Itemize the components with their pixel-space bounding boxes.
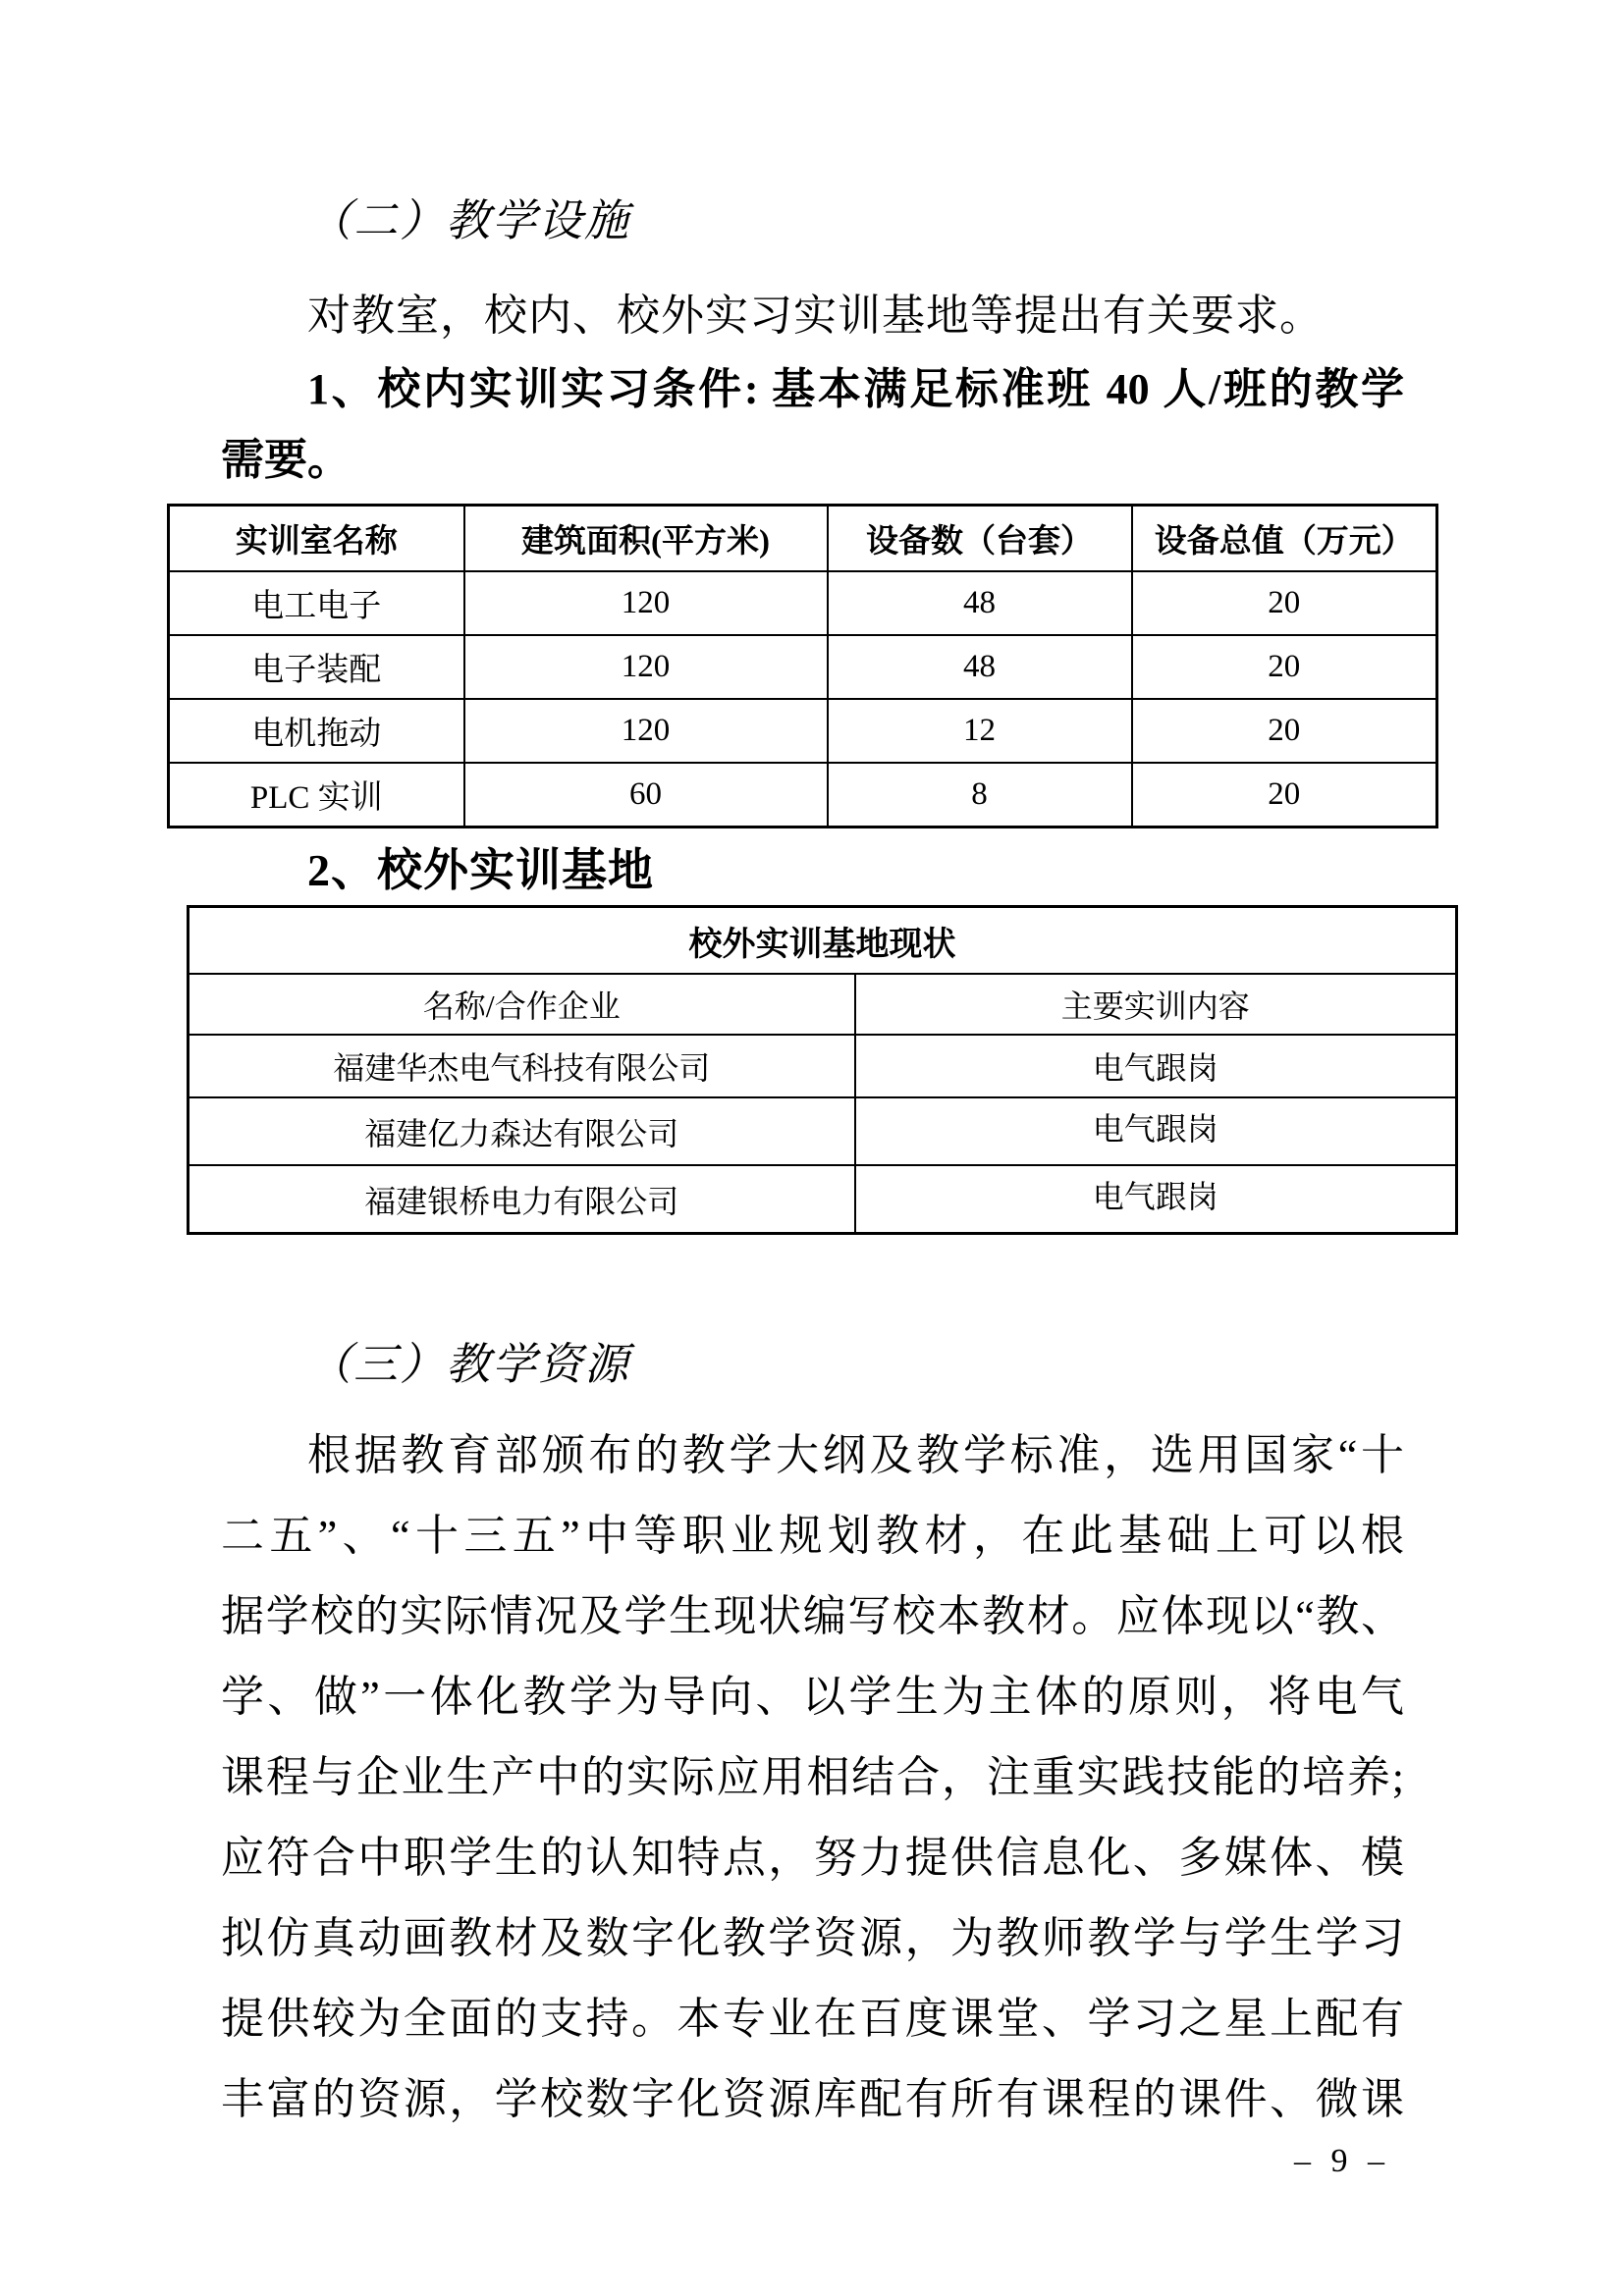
base-header-company: 名称/合作企业 (189, 974, 855, 1035)
base-cell-company: 福建银桥电力有限公司 (189, 1165, 855, 1234)
base-cell-company: 福建华杰电气科技有限公司 (189, 1035, 855, 1097)
facility-cell: 20 (1132, 699, 1437, 763)
base-cell-company: 福建亿力森达有限公司 (189, 1097, 855, 1165)
facility-cell: 电机拖动 (169, 699, 464, 763)
section3-paragraph (221, 1415, 1404, 2140)
facility-cell: 120 (464, 699, 828, 763)
section2-heading: （二）教学设施 (307, 196, 631, 245)
base-cell-content: 电气跟岗 (855, 1165, 1457, 1234)
base-table-row (189, 1097, 1457, 1165)
base-table-title: 校外实训基地现状 (189, 907, 1457, 975)
facility-cell: 电子装配 (169, 635, 464, 699)
paragraph-line: 应符合中职学生的认知特点，努力提供信息化、多媒体、模 (221, 1834, 1404, 1882)
item1-heading (221, 354, 1404, 496)
base-table-title-row (189, 907, 1457, 975)
facility-cell: 8 (828, 763, 1132, 828)
item1-heading-line2: 需要。 (221, 436, 351, 484)
facility-cell: 48 (828, 635, 1132, 699)
facility-cell: 120 (464, 635, 828, 699)
paragraph-line: 根据教育部颁布的教学大纲及教学标准，选用国家“十 (307, 1431, 1404, 1479)
facility-header-equip-value: 设备总值（万元） (1132, 506, 1437, 572)
section3-heading: （三）教学资源 (307, 1340, 631, 1389)
base-table-row (189, 1165, 1457, 1234)
facility-header-equip-count: 设备数（台套） (828, 506, 1132, 572)
base-table-header-row (189, 974, 1457, 1035)
page-number: – 9 – (1294, 2143, 1390, 2179)
section2-intro-paragraph: 对教室，校内、校外实习实训基地等提出有关要求。 (307, 292, 1324, 340)
facility-header-area: 建筑面积(平方米) (464, 506, 828, 572)
base-header-content: 主要实训内容 (855, 974, 1457, 1035)
paragraph-line: 据学校的实际情况及学生现状编写校本教材。应体现以“教、 (221, 1592, 1404, 1640)
paragraph-line: 二五”、“十三五”中等职业规划教材，在此基础上可以根 (221, 1512, 1404, 1560)
item1-heading-line1: 1、校内实训实习条件: 基本满足标准班 40 人/班的教学 (307, 365, 1404, 413)
external-base-table (187, 905, 1458, 1235)
facility-cell: 20 (1132, 635, 1437, 699)
item2-heading: 2、校外实训基地 (307, 845, 654, 895)
facility-cell: 48 (828, 571, 1132, 635)
facility-cell: 20 (1132, 571, 1437, 635)
facility-cell: 120 (464, 571, 828, 635)
facility-cell: 60 (464, 763, 828, 828)
base-cell-content: 电气跟岗 (855, 1097, 1457, 1165)
facility-cell: 20 (1132, 763, 1437, 828)
facility-table (167, 504, 1438, 828)
facility-table-row (169, 699, 1437, 763)
facility-table-row (169, 571, 1437, 635)
paragraph-line: 丰富的资源，学校数字化资源库配有所有课程的课件、微课 (221, 2075, 1404, 2123)
base-cell-content: 电气跟岗 (855, 1035, 1457, 1097)
facility-cell: 12 (828, 699, 1132, 763)
paragraph-line: 学、做”一体化教学为导向、以学生为主体的原则，将电气 (221, 1673, 1404, 1721)
paragraph-line: 课程与企业生产中的实际应用相结合，注重实践技能的培养; (221, 1753, 1404, 1801)
facility-table-header-row (169, 506, 1437, 572)
facility-table-row (169, 763, 1437, 828)
facility-cell: PLC 实训 (169, 763, 464, 828)
paragraph-line: 提供较为全面的支持。本专业在百度课堂、学习之星上配有 (221, 1995, 1404, 2043)
paragraph-line: 拟仿真动画教材及数字化教学资源，为教师教学与学生学习 (221, 1914, 1404, 1962)
facility-table-row (169, 635, 1437, 699)
facility-cell: 电工电子 (169, 571, 464, 635)
base-table-row (189, 1035, 1457, 1097)
facility-header-room-name: 实训室名称 (169, 506, 464, 572)
